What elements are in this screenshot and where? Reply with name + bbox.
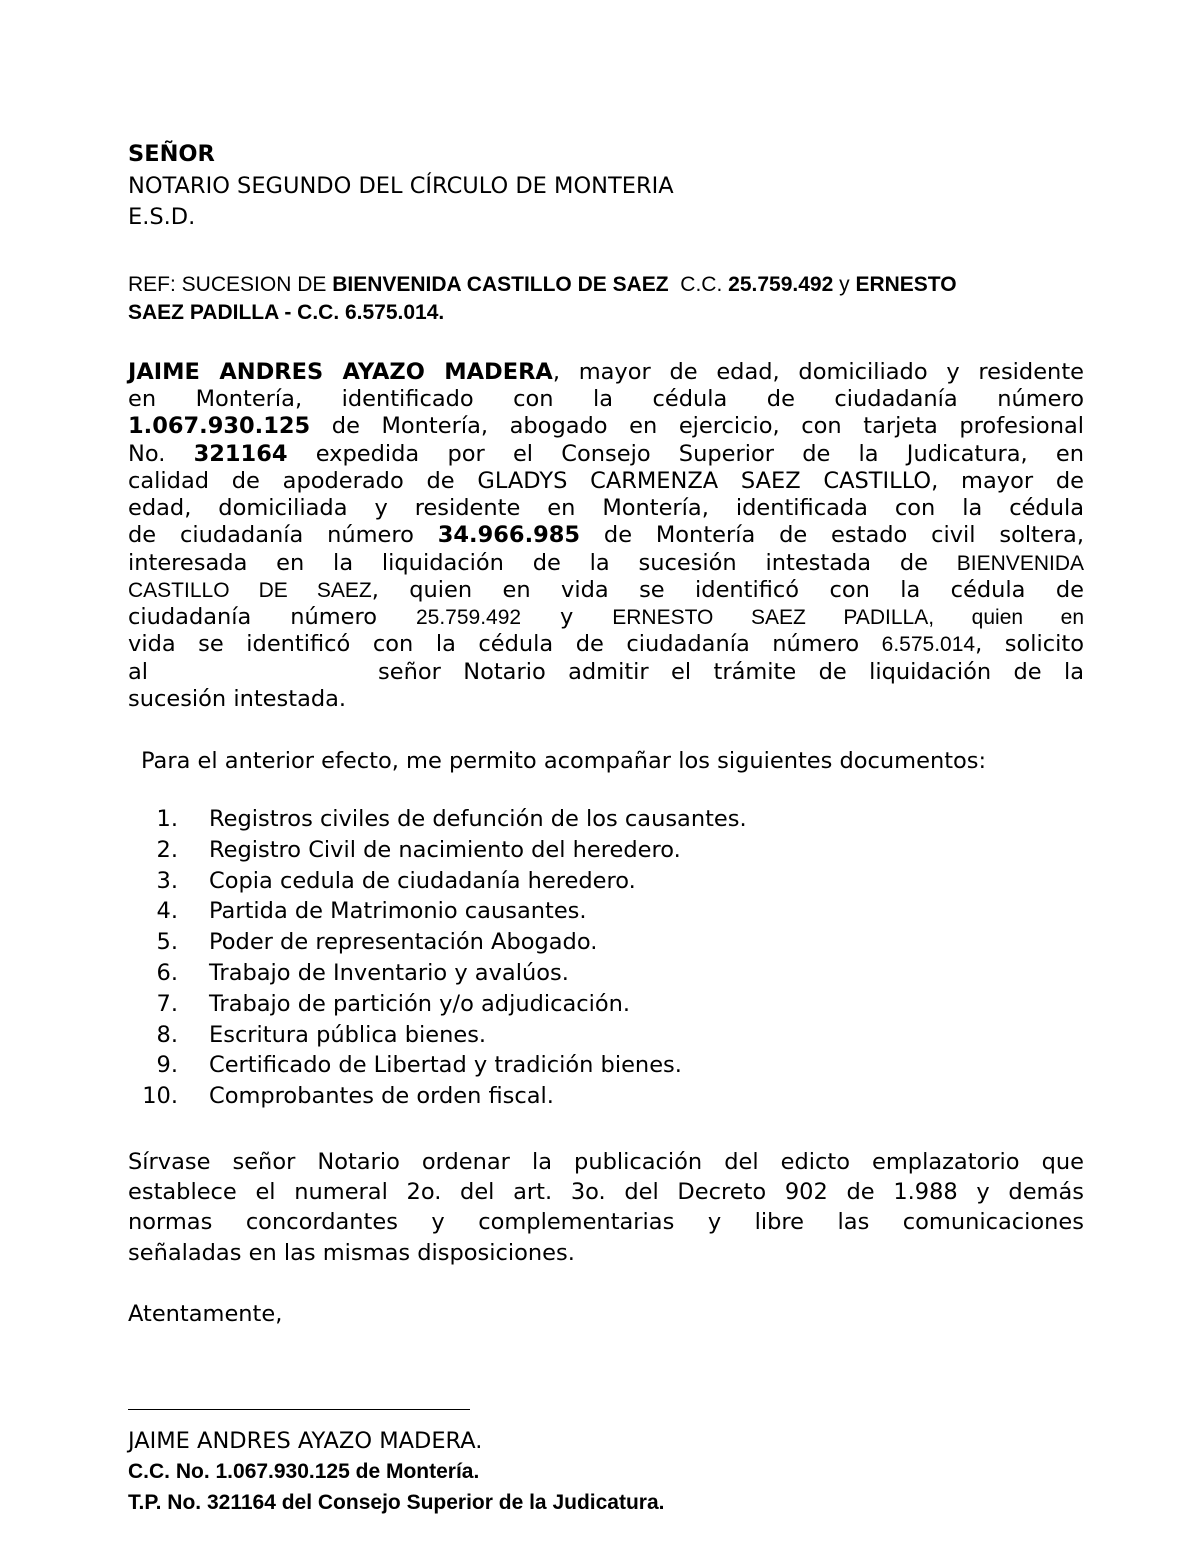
list-item-text: Escritura pública bienes. <box>209 1021 487 1048</box>
reference-name-2: ERNESTO <box>855 273 957 296</box>
list-item <box>0 958 1200 988</box>
body-text: No. <box>128 441 194 467</box>
list-item-number: 8. <box>156 1021 178 1048</box>
body-line-2 <box>128 386 1084 413</box>
body-line-11 <box>128 631 1084 658</box>
list-item-text: Poder de representación Abogado. <box>209 929 598 956</box>
list-item-number: 7. <box>156 990 178 1017</box>
body-text: , solicito <box>975 631 1084 657</box>
list-item-text: Partida de Matrimonio causantes. <box>209 898 587 925</box>
list-item-number: 4. <box>156 898 178 925</box>
deceased-1-id: 25.759.492 <box>415 606 522 629</box>
body-line-10 <box>128 604 1084 631</box>
reference-and: y <box>839 273 850 296</box>
body-text: edad, domiciliada y residente en Montería, identificada con la cédula <box>128 495 1084 521</box>
esd-line: E.S.D. <box>128 204 196 230</box>
body-text: normas concordantes y complementarias y libre las comunicaciones <box>128 1209 1084 1235</box>
deceased-name-2: ERNESTO SAEZ PADILLA, quien en <box>612 606 1085 629</box>
professional-card-number: 321164 <box>193 441 288 467</box>
list-item-text: Comprobantes de orden fiscal. <box>209 1083 554 1110</box>
list-item <box>0 1081 1200 1111</box>
request-line-1 <box>128 1147 1084 1177</box>
body-text: de Montería de estado civil soltera, <box>580 522 1084 548</box>
list-item-number: 9. <box>156 1052 178 1079</box>
list-item <box>0 866 1200 896</box>
reference-cc-number: 25.759.492 <box>728 273 834 296</box>
list-item-number: 3. <box>156 867 178 894</box>
body-line-4 <box>128 441 1084 468</box>
list-item <box>0 989 1200 1019</box>
body-line-9 <box>128 577 1084 604</box>
body-text: señor Notario admitir el trámite de liquidación de la <box>378 659 1084 685</box>
body-text: expedida por el Consejo Superior de la Judicatura, en <box>287 441 1084 467</box>
list-item <box>0 927 1200 957</box>
signature-cc: C.C. No. 1.067.930.125 de Montería. <box>128 1460 480 1483</box>
body-text: establece el numeral 2o. del art. 3o. del Decreto 902 de 1.988 y demás <box>128 1179 1084 1205</box>
heir-id-number: 34.966.985 <box>437 522 581 548</box>
reference-line-2: SAEZ PADILLA - C.C. 6.575.014. <box>128 301 445 324</box>
body-text: y <box>521 604 613 630</box>
body-text: de ciudadanía número <box>128 522 438 548</box>
list-item-text: Certificado de Libertad y tradición bienes. <box>209 1052 682 1079</box>
body-text: al <box>128 659 149 685</box>
list-item <box>0 835 1200 865</box>
list-item-text: Trabajo de Inventario y avalúos. <box>209 960 569 986</box>
list-item-number: 5. <box>156 929 178 956</box>
list-item <box>0 1020 1200 1050</box>
list-item-number: 10. <box>142 1083 178 1110</box>
lawyer-name: JAIME ANDRES AYAZO MADERA <box>128 359 553 385</box>
lawyer-id-number: 1.067.930.125 <box>128 413 311 439</box>
reference-name-1: BIENVENIDA CASTILLO DE SAEZ <box>332 273 669 296</box>
signature-name: JAIME ANDRES AYAZO MADERA. <box>128 1428 483 1454</box>
list-item-number: 6. <box>156 960 178 986</box>
list-item <box>0 1050 1200 1080</box>
body-line-1 <box>128 359 1084 386</box>
body-line-6 <box>128 495 1084 522</box>
list-item-text: Trabajo de partición y/o adjudicación. <box>209 990 631 1017</box>
body-text: calidad de apoderado de GLADYS CARMENZA SAEZ CASTILLO, mayor de <box>128 468 1084 494</box>
list-item-number: 2. <box>156 836 178 863</box>
request-line-4: señaladas en las mismas disposiciones. <box>128 1240 575 1266</box>
deceased-name-1-cont: CASTILLO DE SAEZ <box>128 579 372 602</box>
closing: Atentamente, <box>128 1301 283 1327</box>
list-item-text: Copia cedula de ciudadanía heredero. <box>209 867 636 894</box>
body-text: ciudadanía número <box>128 604 416 630</box>
body-line-13: sucesión intestada. <box>128 686 347 712</box>
body-line-3 <box>128 413 1084 440</box>
body-text: de Montería, abogado en ejercicio, con tarjeta profesional <box>310 413 1084 439</box>
list-item <box>0 896 1200 926</box>
deceased-name-1: BIENVENIDA <box>956 552 1084 575</box>
body-text: interesada en la liquidación de la sucesión intestada de <box>128 550 957 576</box>
body-text: en Montería, identificado con la cédula de ciudadanía número <box>128 386 1084 412</box>
signature-tp: T.P. No. 321164 del Consejo Superior de la Judicatura. <box>128 1491 665 1514</box>
body-line-12 <box>128 659 1084 686</box>
body-line-7 <box>128 522 1084 549</box>
list-item-text: Registros civiles de defunción de los causantes. <box>209 806 747 832</box>
reference-cc-label: C.C. <box>680 273 723 296</box>
list-item-number: 1. <box>156 806 178 832</box>
body-text: , quien en vida se identificó con la cédula de <box>371 577 1084 603</box>
body-line-8 <box>128 550 1084 577</box>
signature-line <box>128 1409 470 1410</box>
body-text: , mayor de edad, domiciliado y residente <box>552 359 1084 385</box>
salutation: SEÑOR <box>128 141 215 167</box>
request-line-2 <box>128 1177 1084 1207</box>
body-text: Sírvase señor Notario ordenar la publicación del edicto emplazatorio que <box>128 1149 1084 1175</box>
list-item <box>0 804 1200 834</box>
reference-prefix: REF: SUCESION DE <box>128 273 333 296</box>
reference-line-1 <box>128 271 957 299</box>
deceased-2-id: 6.575.014 <box>881 633 976 656</box>
addressee: NOTARIO SEGUNDO DEL CÍRCULO DE MONTERIA <box>128 173 674 199</box>
documents-intro: Para el anterior efecto, me permito acompañar los siguientes documentos: <box>141 748 987 774</box>
body-text: vida se identificó con la cédula de ciudadanía número <box>128 631 882 657</box>
list-item-text: Registro Civil de nacimiento del heredero. <box>209 836 681 863</box>
body-line-5 <box>128 468 1084 495</box>
request-line-3 <box>128 1207 1084 1237</box>
